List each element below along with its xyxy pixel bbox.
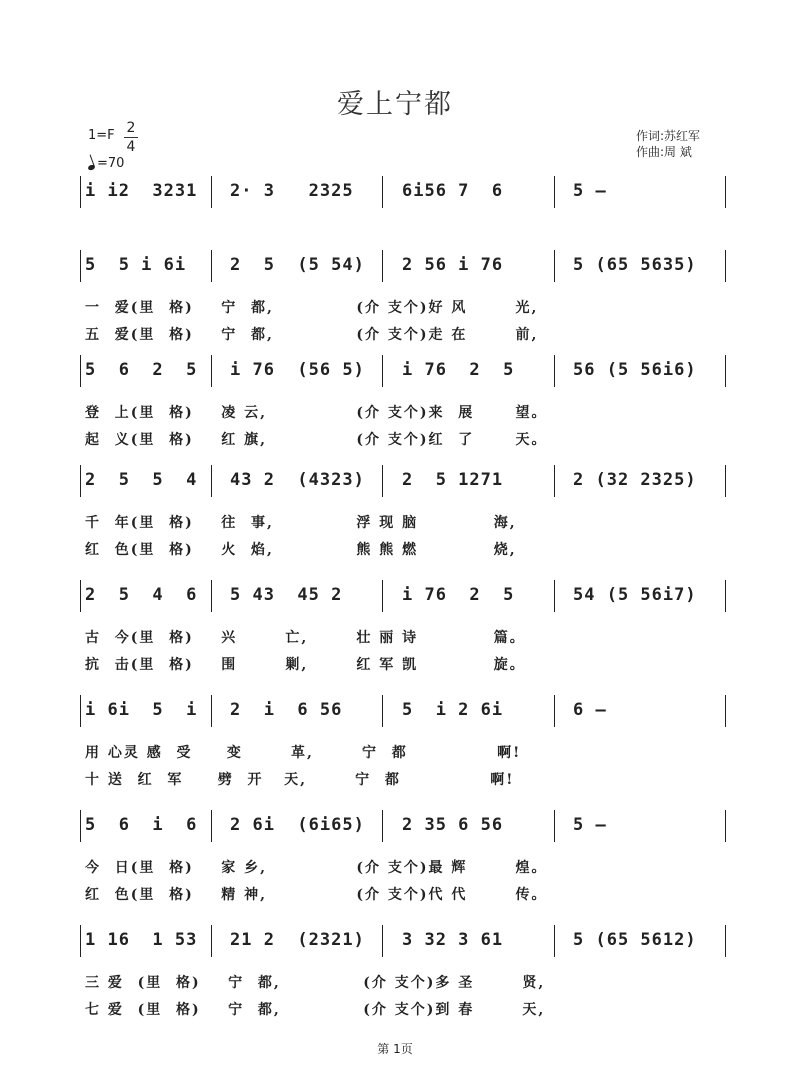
bar-line bbox=[382, 580, 383, 612]
lyric-line: 红 色(里 格) 火 焰, 熊 熊 燃 烧, bbox=[85, 542, 517, 558]
measure-notes: 43 2 (4323) bbox=[230, 470, 365, 490]
quarter-note-icon bbox=[87, 164, 95, 171]
measure-notes: 2 56 i 76 bbox=[402, 255, 504, 275]
lyric-line: 三 爱 (里 格) 宁 都, (介 支个)多 圣 贤, bbox=[85, 975, 546, 991]
measure-notes: 2 5 4 6 bbox=[85, 585, 198, 605]
measure-notes: 5 (65 5635) bbox=[573, 255, 697, 275]
measure-notes: 2 5 5 4 bbox=[85, 470, 198, 490]
song-title: 爱上宁都 bbox=[337, 89, 453, 120]
bar-line bbox=[725, 695, 726, 727]
tempo-value: =70 bbox=[97, 156, 125, 171]
bar-line bbox=[211, 176, 212, 208]
lyricist: 作词:苏红军 bbox=[636, 129, 701, 143]
measure-notes: 54 (5 56i7) bbox=[573, 585, 697, 605]
bar-line bbox=[211, 925, 212, 957]
measure-notes: 5 6 i 6 bbox=[85, 815, 198, 835]
bar-line bbox=[382, 810, 383, 842]
measure-notes: 5 – bbox=[573, 815, 607, 835]
measure-notes: 5 5 i 6i bbox=[85, 255, 187, 275]
bar-line bbox=[382, 176, 383, 208]
credits bbox=[636, 128, 700, 160]
bar-line bbox=[554, 355, 555, 387]
measure-notes: i 76 2 5 bbox=[402, 360, 515, 380]
tempo-marking bbox=[88, 156, 124, 171]
bar-line bbox=[80, 465, 81, 497]
measure-notes: i i2 3231 bbox=[85, 181, 198, 201]
composer: 作曲:周 斌 bbox=[636, 145, 692, 159]
bar-line bbox=[80, 176, 81, 208]
bar-line bbox=[211, 695, 212, 727]
lyric-line: 千 年(里 格) 往 事, 浮 现 脑 海, bbox=[85, 515, 517, 531]
time-signature bbox=[124, 120, 138, 155]
bar-line bbox=[554, 250, 555, 282]
time-sig-line bbox=[124, 137, 138, 138]
bar-line bbox=[382, 355, 383, 387]
bar-line bbox=[382, 695, 383, 727]
lyric-line: 古 今(里 格) 兴 亡, 壮 丽 诗 篇。 bbox=[85, 630, 526, 646]
measure-notes: 1 16 1 53 bbox=[85, 930, 198, 950]
measure-notes: 5 (65 5612) bbox=[573, 930, 697, 950]
measure-notes: 5 43 45 2 bbox=[230, 585, 343, 605]
bar-line bbox=[80, 925, 81, 957]
measure-notes: 5 – bbox=[573, 181, 607, 201]
lyric-line: 抗 击(里 格) 围 剿, 红 军 凯 旋。 bbox=[85, 657, 526, 673]
bar-line bbox=[211, 355, 212, 387]
lyric-line: 登 上(里 格) 凌 云, (介 支个)来 展 望。 bbox=[85, 405, 548, 421]
measure-notes: 2 i 6 56 bbox=[230, 700, 343, 720]
measure-notes: i 76 2 5 bbox=[402, 585, 515, 605]
measure-notes: 2 (32 2325) bbox=[573, 470, 697, 490]
bar-line bbox=[211, 465, 212, 497]
lyric-line: 今 日(里 格) 家 乡, (介 支个)最 辉 煌。 bbox=[85, 860, 548, 876]
bar-line bbox=[554, 925, 555, 957]
lyric-line: 一 爱(里 格) 宁 都, (介 支个)好 风 光, bbox=[85, 300, 539, 316]
measure-notes: 5 i 2 6i bbox=[402, 700, 504, 720]
bar-line bbox=[382, 250, 383, 282]
bar-line bbox=[725, 176, 726, 208]
bar-line bbox=[80, 695, 81, 727]
bar-line bbox=[80, 810, 81, 842]
bar-line bbox=[725, 355, 726, 387]
lyric-line: 起 义(里 格) 红 旗, (介 支个)红 了 天。 bbox=[85, 432, 548, 448]
measure-notes: 3 32 3 61 bbox=[402, 930, 504, 950]
bar-line bbox=[80, 580, 81, 612]
bar-line bbox=[725, 810, 726, 842]
bar-line bbox=[382, 925, 383, 957]
key-signature: 1=F bbox=[88, 128, 115, 143]
bar-line bbox=[211, 580, 212, 612]
lyric-line: 五 爱(里 格) 宁 都, (介 支个)走 在 前, bbox=[85, 327, 539, 343]
measure-notes: 2· 3 2325 bbox=[230, 181, 354, 201]
bar-line bbox=[725, 465, 726, 497]
measure-notes: i 6i 5 i bbox=[85, 700, 198, 720]
measure-notes: 2 35 6 56 bbox=[402, 815, 504, 835]
lyric-line: 红 色(里 格) 精 神, (介 支个)代 代 传。 bbox=[85, 887, 548, 903]
bar-line bbox=[382, 465, 383, 497]
bar-line bbox=[80, 250, 81, 282]
bar-line bbox=[211, 810, 212, 842]
lyric-line: 用 心灵 感 受 变 革, 宁 都 啊! bbox=[85, 745, 522, 761]
measure-notes: 2 6i (6i65) bbox=[230, 815, 365, 835]
bar-line bbox=[211, 250, 212, 282]
bar-line bbox=[554, 810, 555, 842]
bar-line bbox=[725, 580, 726, 612]
bar-line bbox=[554, 695, 555, 727]
page-number: 第 1页 bbox=[377, 1042, 413, 1056]
measure-notes: 56 (5 56i6) bbox=[573, 360, 697, 380]
bar-line bbox=[554, 465, 555, 497]
time-sig-bottom: 4 bbox=[126, 139, 136, 155]
measure-notes: 6 – bbox=[573, 700, 607, 720]
measure-notes: i 76 (56 5) bbox=[230, 360, 365, 380]
bar-line bbox=[554, 176, 555, 208]
bar-line bbox=[725, 250, 726, 282]
lyric-line: 十 送 红 军 劈 开 天, 宁 都 啊! bbox=[85, 772, 515, 788]
measure-notes: 2 5 1271 bbox=[402, 470, 504, 490]
time-sig-top: 2 bbox=[126, 120, 136, 136]
bar-line bbox=[554, 580, 555, 612]
lyric-line: 七 爱 (里 格) 宁 都, (介 支个)到 春 天, bbox=[85, 1002, 546, 1018]
measure-notes: 2 5 (5 54) bbox=[230, 255, 365, 275]
measure-notes: 6i56 7 6 bbox=[402, 181, 504, 201]
bar-line bbox=[725, 925, 726, 957]
bar-line bbox=[80, 355, 81, 387]
measure-notes: 5 6 2 5 bbox=[85, 360, 198, 380]
measure-notes: 21 2 (2321) bbox=[230, 930, 365, 950]
